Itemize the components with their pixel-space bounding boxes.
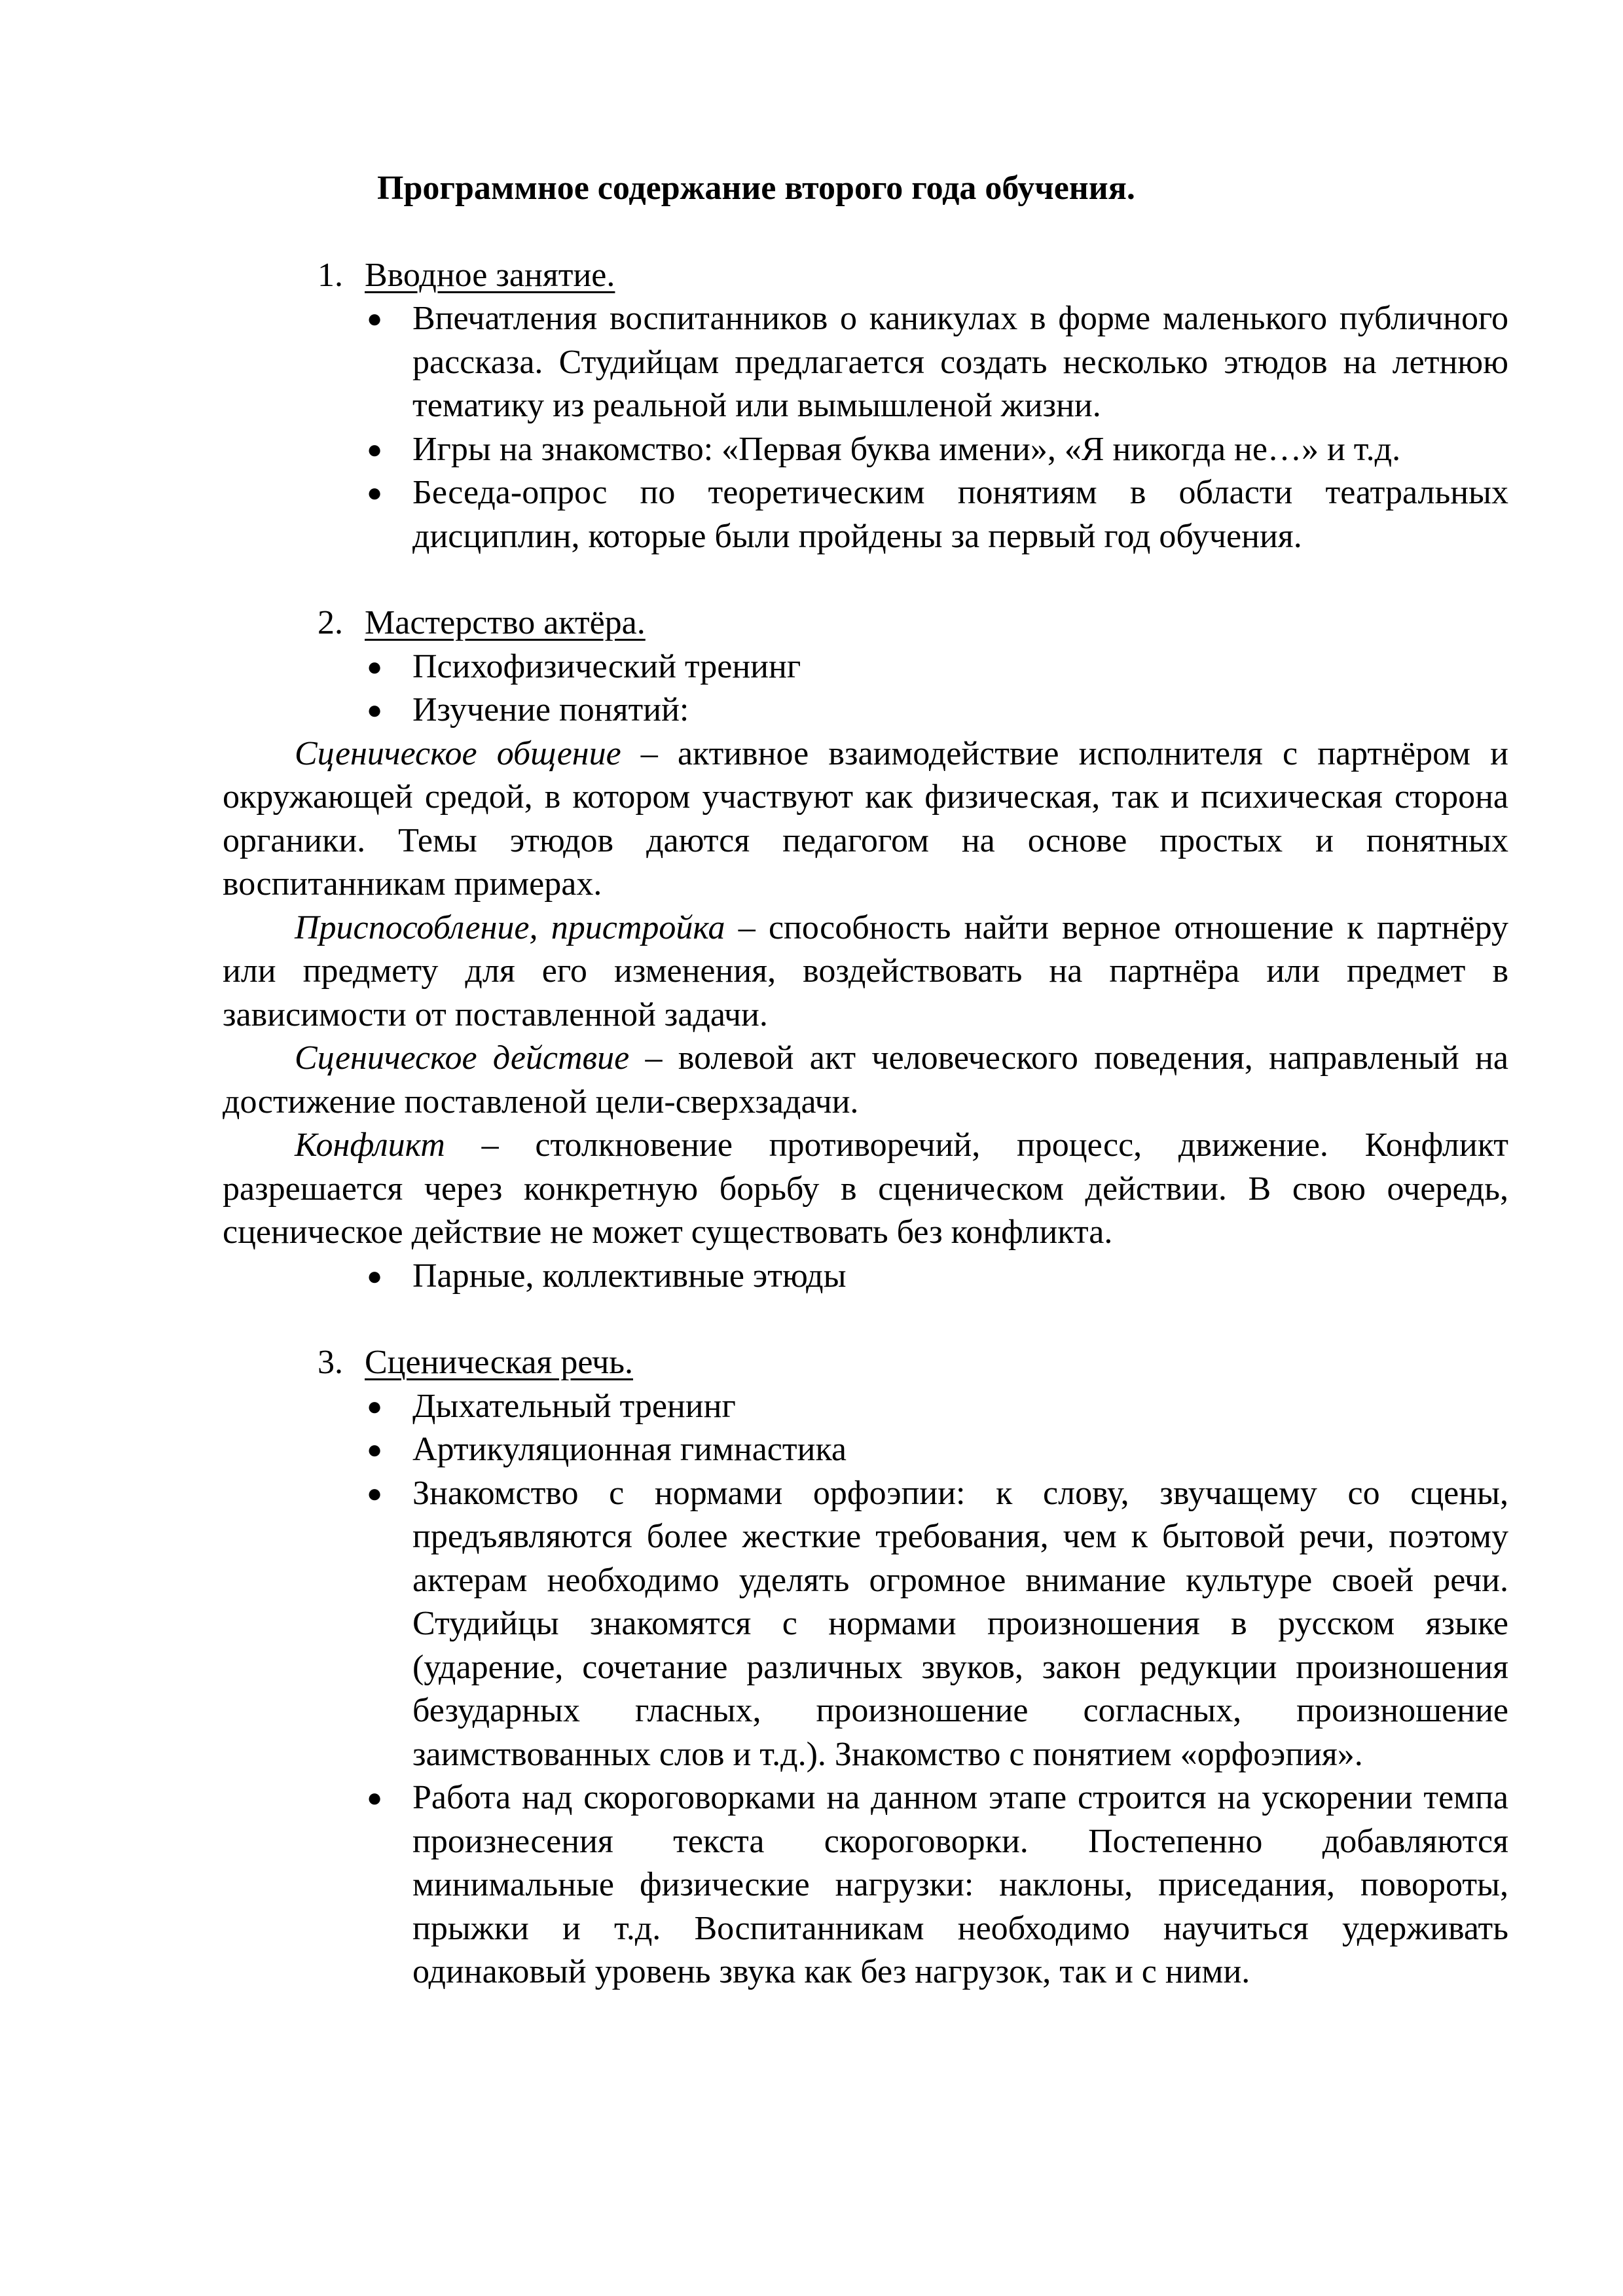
term-definition: – волевой акт человеческого поведения, направленый на достижение поставленой цели-сверхзадачи.	[223, 1039, 1508, 1121]
list-item-text: Знакомство с нормами орфоэпии: к слову, звучащему со сцены, предъявляются более жесткие требования, чем к бытовой речи, поэтому актерам необходимо уделять огромное внимание культуре своей речи. Студийцы знакомятся с нормами произношения в русском языке (ударение, сочетание различных звуков, закон редукции произношения безударных гласных, произношение согласных, произношение заимствованных слов и т.д.). Знакомство с понятием «орфоэпия».	[412, 1474, 1508, 1773]
section-1-number: 1.	[318, 256, 343, 294]
term-paragraph	[223, 1037, 1508, 1124]
spacer	[223, 558, 1508, 601]
list-item-text: Впечатления воспитанников о каникулах в форме маленького публичного рассказа. Студийцам предлагается создать несколько этюдов на летнюю тематику из реальной или вымышленой жизни.	[412, 300, 1508, 424]
term-name: Приспособление, пристройка	[295, 908, 725, 946]
section-3-title: Сценическая речь.	[365, 1344, 633, 1381]
term-definition: – столкновение противоречий, процесс, движение. Конфликт разрешается через конкретную борьбу в сценическом действии. В свою очередь, сценическое действие не может существовать без конфликта.	[223, 1126, 1508, 1251]
list-item	[223, 471, 1508, 558]
list-item-text: Беседа-опрос по теоретическим понятиям в области театральных дисциплин, которые были пройдены за первый год обучения.	[412, 474, 1508, 555]
section-1-list	[223, 297, 1508, 558]
list-item	[223, 645, 1508, 689]
section-3-heading	[223, 1341, 1508, 1385]
list-item	[223, 297, 1508, 428]
list-item	[223, 1776, 1508, 1994]
page-title: Программное содержание второго года обучения.	[377, 170, 1135, 207]
bullet-icon: ●	[367, 1435, 383, 1464]
bullet-icon: ●	[367, 1478, 383, 1508]
spacer	[223, 1298, 1508, 1341]
list-item-text: Работа над скороговорками на данном этапе строится на ускорении темпа произнесения текста скороговорки. Постепенно добавляются минимальные физические нагрузки: наклоны, приседания, повороты, прыжки и т.д. Воспитанникам необходимо научиться удерживать одинаковый уровень звука как без нагрузок, так и с ними.	[412, 1779, 1508, 1990]
term-definition: – активное взаимодействие исполнителя с партнёром и окружающей средой, в котором участвуют как физическая, так и психическая сторона органики. Темы этюдов даются педагогом на основе простых и понятных воспитанникам примерах.	[223, 734, 1508, 903]
list-item-text: Психофизический тренинг	[412, 647, 801, 685]
list-item-text: Дыхательный тренинг	[412, 1387, 736, 1425]
section-2-closing-list	[223, 1255, 1508, 1299]
term-definition: – способность найти верное отношение к партнёру или предмету для его изменения, воздействовать на партнёра или предмет в зависимости от поставленной задачи.	[223, 908, 1508, 1033]
bullet-icon: ●	[367, 651, 383, 681]
term-name: Сценическое действие	[295, 1039, 630, 1077]
term-paragraph	[223, 732, 1508, 906]
term-name: Конфликт	[295, 1126, 445, 1164]
list-item-text: Изучение понятий:	[412, 691, 689, 728]
section-2-title: Мастерство актёра.	[365, 604, 646, 641]
list-item	[223, 689, 1508, 732]
bullet-icon: ●	[367, 1391, 383, 1421]
section-2-number: 2.	[318, 604, 343, 641]
bullet-icon: ●	[367, 1261, 383, 1291]
list-item	[223, 1385, 1508, 1429]
list-item	[223, 1255, 1508, 1299]
section-1-heading	[223, 254, 1508, 298]
list-item	[223, 1428, 1508, 1472]
bullet-icon: ●	[367, 695, 383, 725]
section-2-list	[223, 645, 1508, 732]
section-1-title: Вводное занятие.	[365, 256, 615, 294]
bullet-icon: ●	[367, 478, 383, 507]
section-3-list	[223, 1385, 1508, 1994]
list-item	[223, 428, 1508, 472]
bullet-icon: ●	[367, 1783, 383, 1812]
term-paragraph	[223, 1124, 1508, 1255]
list-item-text: Артикуляционная гимнастика	[412, 1431, 847, 1468]
list-item-text: Парные, коллективные этюды	[412, 1257, 847, 1295]
term-name: Сценическое общение	[295, 734, 621, 772]
bullet-icon: ●	[367, 304, 383, 333]
section-2-heading	[223, 601, 1508, 645]
bullet-icon: ●	[367, 434, 383, 464]
term-paragraph	[223, 906, 1508, 1037]
list-item	[223, 1472, 1508, 1777]
section-3-number: 3.	[318, 1344, 343, 1381]
list-item-text: Игры на знакомство: «Первая буква имени», «Я никогда не…» и т.д.	[412, 430, 1401, 468]
